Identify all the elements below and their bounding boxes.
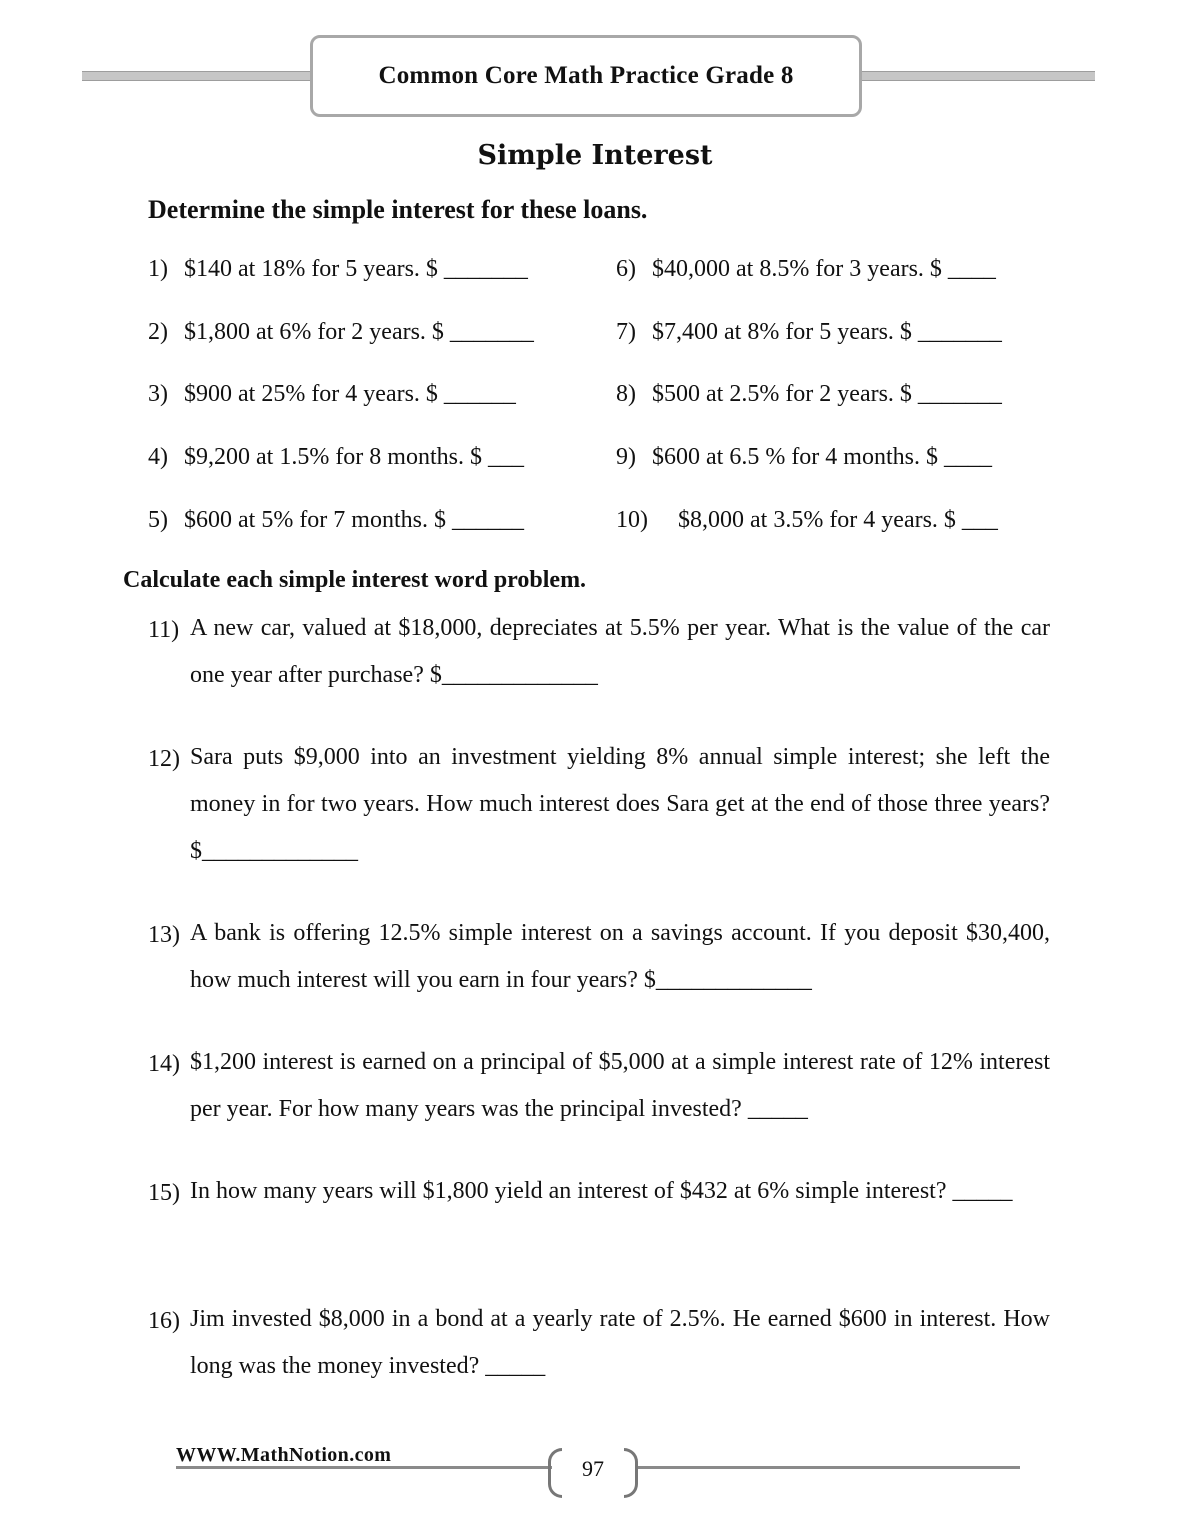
problem-text: $900 at 25% for 4 years. $ ______ — [184, 381, 516, 407]
problem-9 — [616, 444, 992, 471]
problem-number: 16) — [148, 1308, 180, 1334]
problem-text: $40,000 at 8.5% for 3 years. $ ____ — [652, 256, 996, 282]
problem-2 — [148, 319, 534, 346]
problem-text: A new car, valued at $18,000, depreciates at 5.5% per year. What is the value of the car one year after purchase? $_____________ — [190, 615, 1050, 688]
problem-text: $8,000 at 3.5% for 4 years. $ ___ — [678, 507, 998, 533]
problem-number: 6) — [616, 256, 636, 282]
footer-rule-right — [636, 1466, 1020, 1469]
header-rule-left — [82, 71, 314, 81]
footer-website: WWW.MathNotion.com — [176, 1444, 392, 1466]
problem-number: 10) — [616, 507, 648, 533]
problem-text: $1,800 at 6% for 2 years. $ _______ — [184, 319, 534, 345]
word-problem-13 — [148, 910, 1050, 1004]
problem-7 — [616, 319, 1002, 346]
problem-number: 1) — [148, 256, 168, 282]
problem-10 — [616, 507, 998, 534]
problem-4 — [148, 444, 524, 471]
problem-text: $600 at 6.5 % for 4 months. $ ____ — [652, 444, 992, 470]
page-number-bracket-right — [624, 1448, 638, 1498]
problem-6 — [616, 256, 996, 283]
problem-text: Jim invested $8,000 in a bond at a yearly rate of 2.5%. He earned $600 in interest. How long was the money invested? _____ — [190, 1306, 1050, 1379]
section1-instruction: Determine the simple interest for these loans. — [148, 195, 648, 224]
problem-number: 3) — [148, 381, 168, 407]
problem-number: 15) — [148, 1180, 180, 1206]
section2-instruction: Calculate each simple interest word problem. — [123, 567, 587, 593]
problem-text: $1,200 interest is earned on a principal of $5,000 at a simple interest rate of 12% interest per year. For how many years was the principal invested? _____ — [190, 1049, 1050, 1122]
problem-3 — [148, 381, 516, 408]
page-number: 97 — [582, 1456, 604, 1481]
problem-8 — [616, 381, 1002, 408]
problem-text: $140 at 18% for 5 years. $ _______ — [184, 256, 528, 282]
problem-text: A bank is offering 12.5% simple interest on a savings account. If you deposit $30,400, how much interest will you earn in four years? $_____________ — [190, 920, 1050, 993]
problem-number: 12) — [148, 746, 180, 772]
word-problem-14 — [148, 1039, 1050, 1133]
word-problem-11 — [148, 605, 1050, 699]
header-rule-right — [862, 71, 1095, 81]
word-problem-16 — [148, 1296, 1050, 1390]
problem-number: 4) — [148, 444, 168, 470]
word-problem-15 — [148, 1168, 1050, 1215]
problem-number: 9) — [616, 444, 636, 470]
problem-number: 13) — [148, 922, 180, 948]
problem-text: Sara puts $9,000 into an investment yielding 8% annual simple interest; she left the money in for two years. How much interest does Sara get at the end of those three years? $_____________ — [190, 744, 1050, 864]
problem-number: 11) — [148, 617, 180, 643]
problem-1 — [148, 256, 528, 283]
problem-number: 7) — [616, 319, 636, 345]
footer-rule-left — [176, 1466, 552, 1469]
problem-number: 2) — [148, 319, 168, 345]
problem-number: 14) — [148, 1051, 180, 1077]
problem-5 — [148, 507, 524, 534]
header-box — [310, 35, 862, 117]
problem-number: 8) — [616, 381, 636, 407]
page-number-bracket-left — [548, 1448, 562, 1498]
word-problem-12 — [148, 734, 1050, 875]
problem-text: In how many years will $1,800 yield an interest of $432 at 6% simple interest? _____ — [190, 1178, 1013, 1204]
problem-text: $9,200 at 1.5% for 8 months. $ ___ — [184, 444, 524, 470]
problem-text: $500 at 2.5% for 2 years. $ _______ — [652, 381, 1002, 407]
problem-number: 5) — [148, 507, 168, 533]
header-title: Common Core Math Practice Grade 8 — [378, 62, 794, 89]
page-title: Simple Interest — [477, 140, 713, 171]
problem-text: $600 at 5% for 7 months. $ ______ — [184, 507, 524, 533]
problem-text: $7,400 at 8% for 5 years. $ _______ — [652, 319, 1002, 345]
